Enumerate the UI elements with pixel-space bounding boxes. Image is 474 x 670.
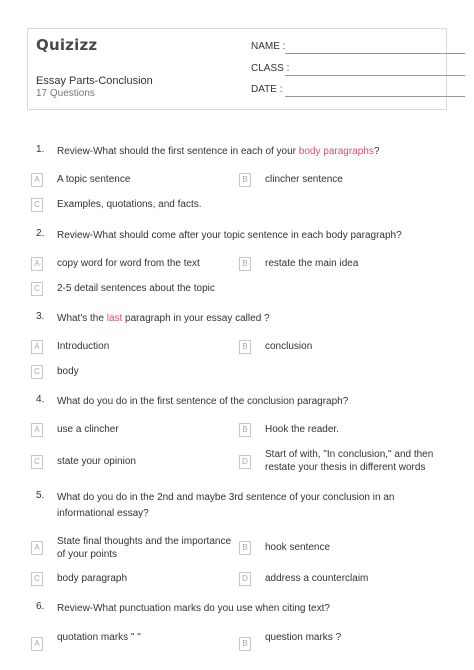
- name-line[interactable]: [285, 53, 465, 54]
- question-text: Review-What punctuation marks do you use when citing text?: [57, 603, 330, 614]
- option-letter-box: C: [31, 365, 43, 379]
- option-letter-box: D: [239, 572, 251, 586]
- question-number: 1.: [36, 144, 45, 155]
- option-text: 2-5 detail sentences about the topic: [57, 283, 215, 294]
- option-letter-box: C: [31, 198, 43, 212]
- option-text: body: [57, 366, 79, 377]
- option-text: hook sentence: [265, 542, 331, 553]
- option-letter-box: B: [239, 423, 251, 437]
- date-label: DATE :: [251, 84, 283, 95]
- worksheet-title: Essay Parts-Conclusion: [36, 75, 153, 87]
- option-text: copy word for word from the text: [57, 258, 200, 269]
- option-letter-box: A: [31, 541, 43, 555]
- question-text: Review-What should come after your topic sentence in each body paragraph?: [57, 230, 402, 241]
- option-letter-box: C: [31, 572, 43, 586]
- question-number: 5.: [36, 490, 45, 501]
- option-text: use a clincher: [57, 424, 119, 435]
- question-text: What do you do in the 2nd and maybe 3rd sentence of your conclusion in an informational essay?: [57, 492, 395, 519]
- option-text: conclusion: [265, 341, 313, 352]
- question-text: What's the last paragraph in your essay called ?: [57, 313, 270, 324]
- option-letter-box: A: [31, 173, 43, 187]
- option-text: Hook the reader.: [265, 424, 339, 435]
- option-letter-box: B: [239, 637, 251, 651]
- option-letter-box: A: [31, 423, 43, 437]
- question-number: 4.: [36, 394, 45, 405]
- option-text: address a counterclaim: [265, 573, 369, 584]
- option-letter-box: B: [239, 541, 251, 555]
- option-text: quotation marks " ": [57, 632, 141, 643]
- class-label: CLASS :: [251, 63, 290, 74]
- option-letter-box: C: [31, 282, 43, 296]
- question-number: 2.: [36, 228, 45, 239]
- option-letter-box: A: [31, 340, 43, 354]
- option-text: Examples, quotations, and facts.: [57, 199, 202, 210]
- question-count: 17 Questions: [36, 88, 95, 99]
- worksheet-header: [27, 28, 447, 110]
- option-text: State final thoughts and the importance of your points: [57, 536, 232, 560]
- option-letter-box: B: [239, 340, 251, 354]
- name-label: NAME :: [251, 41, 286, 52]
- option-letter-box: A: [31, 637, 43, 651]
- option-text: restate the main idea: [265, 258, 359, 269]
- option-text: question marks ?: [265, 632, 342, 643]
- question-text: What do you do in the first sentence of the conclusion paragraph?: [57, 396, 349, 407]
- option-text: Start of with, "In conclusion," and then restate your thesis in different words: [265, 449, 434, 473]
- quizizz-logo: Quizizz: [36, 36, 98, 54]
- question-number: 3.: [36, 311, 45, 322]
- option-text: Introduction: [57, 341, 110, 352]
- option-letter-box: B: [239, 173, 251, 187]
- option-letter-box: A: [31, 257, 43, 271]
- option-text: body paragraph: [57, 573, 128, 584]
- date-line[interactable]: [285, 96, 465, 97]
- question-number: 6.: [36, 601, 45, 612]
- option-letter-box: D: [239, 455, 251, 469]
- option-letter-box: C: [31, 455, 43, 469]
- question-text: Review-What should the first sentence in each of your body paragraphs?: [57, 146, 380, 157]
- option-text: clincher sentence: [265, 174, 343, 185]
- option-text: state your opinion: [57, 456, 136, 467]
- class-line[interactable]: [285, 75, 465, 76]
- option-letter-box: B: [239, 257, 251, 271]
- option-text: A topic sentence: [57, 174, 131, 185]
